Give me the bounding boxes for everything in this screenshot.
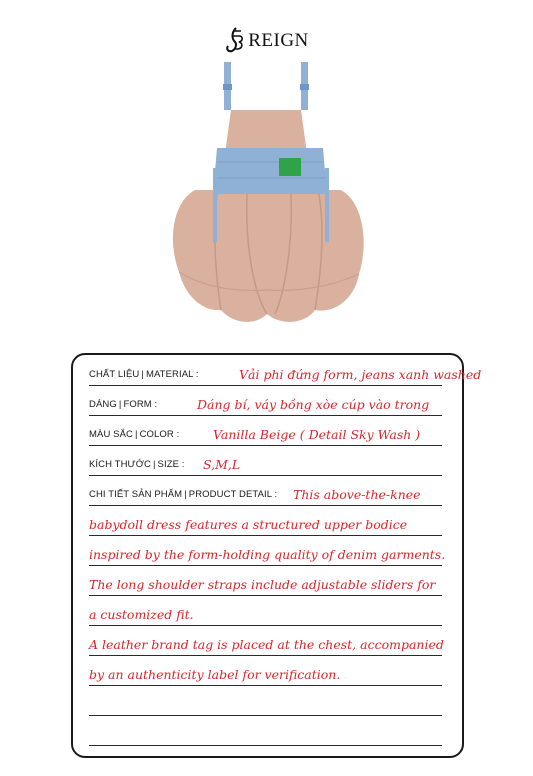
size-label: KÍCH THƯỚC | SIZE : [89,459,185,470]
detail-line: by an authenticity label for verification. [89,655,442,686]
detail-line: The long shoulder straps include adjustable sliders for [89,565,442,596]
brand-name: REIGN [248,30,309,51]
detail-line: a customized fit. [89,595,442,626]
color-label: MÀU SẮC | COLOR : [89,429,180,440]
size-row [89,445,442,476]
detail-first-line: This above-the-knee [293,487,421,502]
form-value: Dáng bí, váy bồng xòe cúp vào trong [197,397,430,412]
form-label: DÁNG | FORM : [89,399,158,410]
detail-line: babydoll dress features a structured upper bodice [89,505,442,536]
material-row [89,355,482,386]
brand-header [0,27,533,53]
blank-line [89,685,442,716]
size-value: S,M,L [203,457,241,472]
product-photo [155,62,385,334]
detail-label: CHI TIẾT SẢN PHẨM | PRODUCT DETAIL : [89,489,278,500]
detail-row [89,475,442,506]
blank-line [89,715,442,746]
form-row [89,385,442,416]
color-value: Vanilla Beige ( Detail Sky Wash ) [213,427,421,442]
brand-logo-icon [224,27,244,53]
material-value: Vải phi đứng form, jeans xanh washed [239,367,482,382]
detail-line: inspired by the form-holding quality of denim garments. [89,535,442,566]
spec-card [71,353,482,758]
color-row [89,415,442,446]
material-label: CHẤT LIỆU | MATERIAL : [89,369,199,380]
detail-line: A leather brand tag is placed at the chest, accompanied [89,625,442,656]
